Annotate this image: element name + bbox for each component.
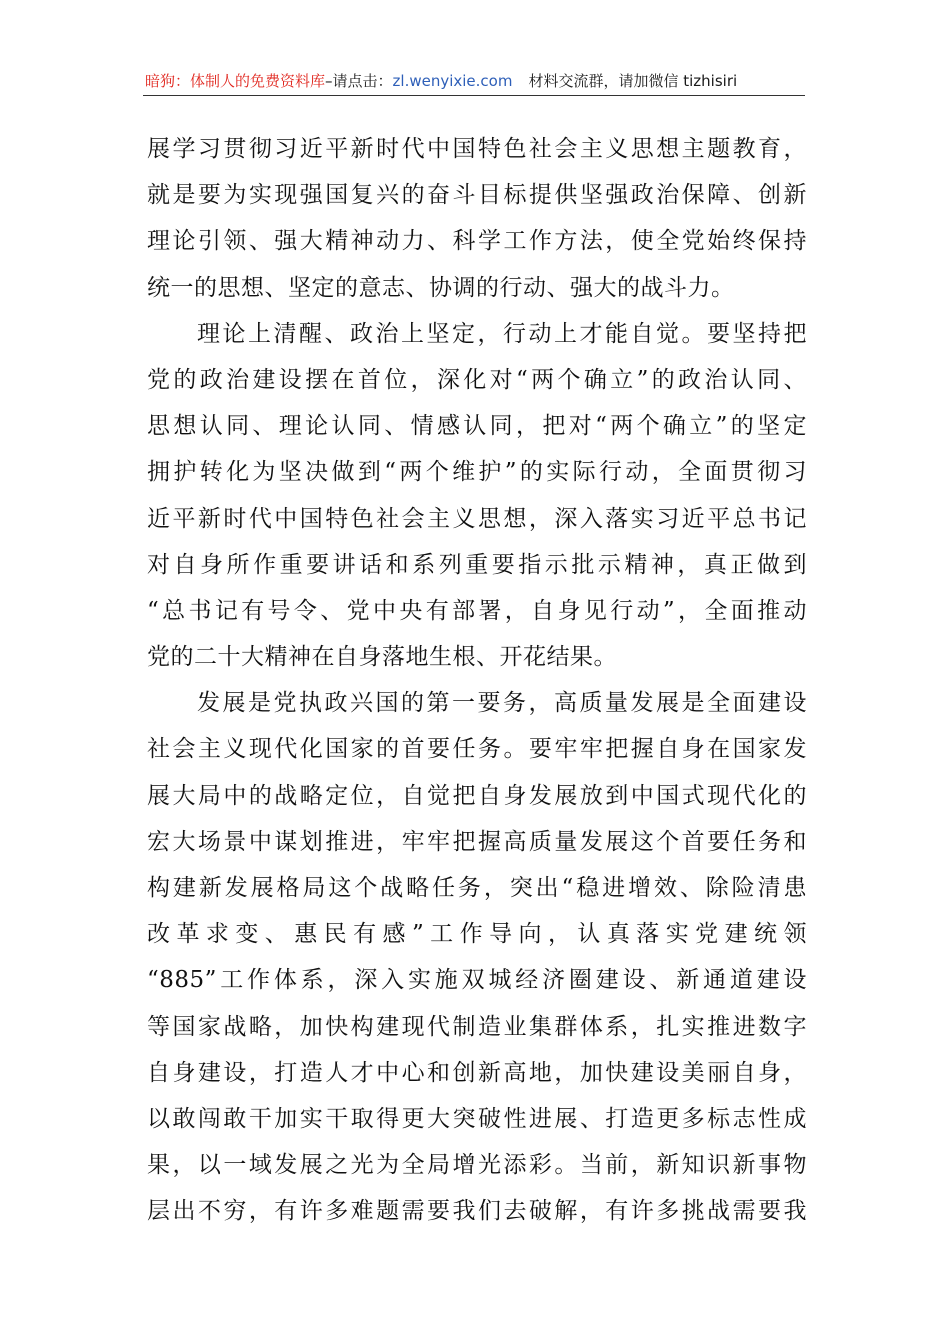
text-line: 社会主义现代化国家的首要任务。要牢牢把握自身在国家发 [147, 736, 807, 763]
text-line: 等国家战略，加快构建现代制造业集群体系，扎实推进数字 [147, 1013, 807, 1040]
text-line: “总书记有号令、党中央有部署，自身见行动”，全面推动 [147, 597, 807, 624]
text-line: 发展是党执政兴国的第一要务，高质量发展是全面建设 [197, 690, 807, 717]
page-header [145, 70, 805, 92]
text-line: 层出不穷，有许多难题需要我们去破解，有许多挑战需要我 [147, 1198, 807, 1225]
header-divider [143, 95, 805, 96]
text-line: 党的政治建设摆在首位，深化对“两个确立”的政治认同、 [147, 366, 807, 393]
header-brand: 暗狗：体制人的免费资料库 [145, 72, 326, 90]
text-line: 统一的思想、坚定的意志、协调的行动、强大的战斗力。 [147, 274, 735, 301]
text-line: 构建新发展格局这个战略任务，突出“稳进增效、除险清患 [147, 875, 807, 901]
text-line: “885”工作体系，深入实施双城经济圈建设、新通道建设 [147, 967, 807, 994]
text-line: 理论上清醒、政治上坚定，行动上才能自觉。要坚持把 [197, 320, 807, 347]
text-line: 改革求变、惠民有感”工作导向，认真落实党建统领 [147, 921, 807, 948]
body-text [147, 126, 807, 1235]
header-prompt: –请点击： [325, 72, 393, 90]
text-line: 展大局中的战略定位，自觉把自身发展放到中国式现代化的 [147, 782, 807, 809]
header-contact: 材料交流群，请加微信 tizhisiri [528, 72, 738, 90]
text-line: 果，以一域发展之光为全局增光添彩。当前，新知识新事物 [147, 1152, 807, 1179]
text-line: 自身建设，打造人才中心和创新高地，加快建设美丽自身， [147, 1059, 807, 1086]
text-line: 近平新时代中国特色社会主义思想，深入落实习近平总书记 [147, 505, 807, 532]
text-line: 思想认同、理论认同、情感认同，把对“两个确立”的坚定 [147, 413, 807, 440]
text-line: 理论引领、强大精神动力、科学工作方法，使全党始终保持 [147, 228, 807, 255]
text-line: 以敢闯敢干加实干取得更大突破性进展、打造更多标志性成 [147, 1105, 807, 1132]
text-line: 宏大场景中谋划推进，牢牢把握高质量发展这个首要任务和 [147, 828, 807, 855]
text-line: 就是要为实现强国复兴的奋斗目标提供坚强政治保障、创新 [147, 182, 807, 209]
header-url-link[interactable]: zl.wenyixie.com [392, 72, 513, 90]
text-line: 对自身所作重要讲话和系列重要指示批示精神，真正做到 [147, 551, 807, 578]
text-line: 展学习贯彻习近平新时代中国特色社会主义思想主题教育， [147, 136, 807, 162]
text-line: 拥护转化为坚决做到“两个维护”的实际行动，全面贯彻习 [147, 459, 807, 486]
text-line: 党的二十大精神在自身落地生根、开花结果。 [147, 644, 617, 671]
